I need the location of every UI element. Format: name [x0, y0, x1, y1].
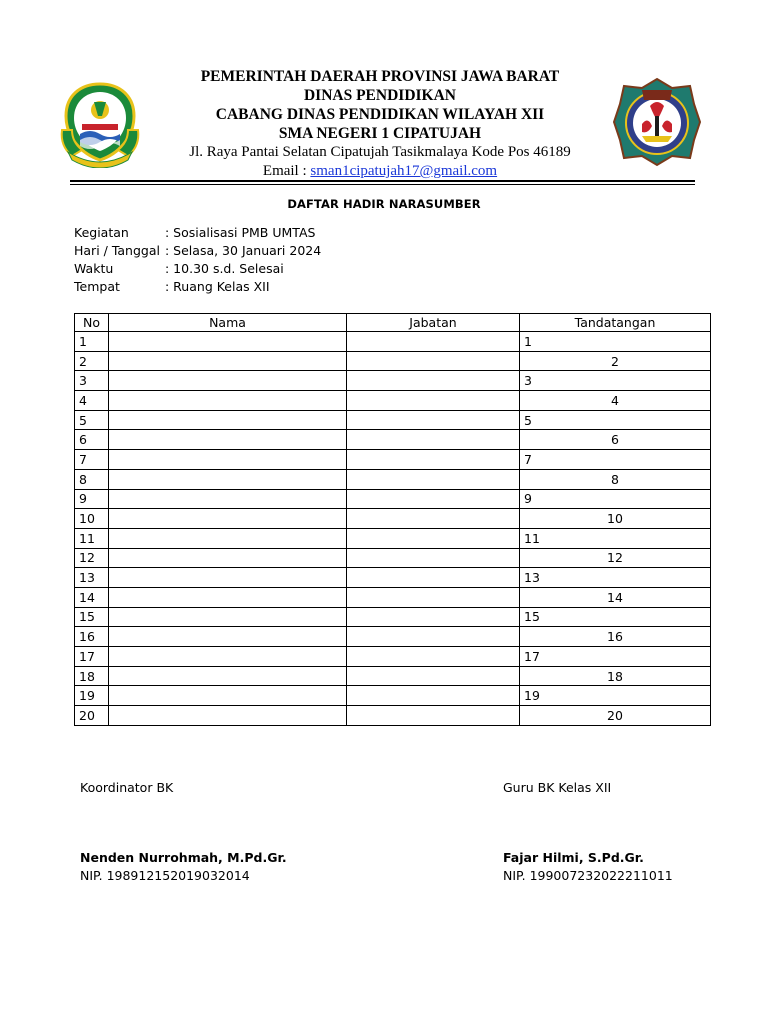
info-row: [74, 242, 321, 260]
table-row: [75, 371, 711, 391]
signer-name-left: Nenden Nurrohmah, M.Pd.Gr.: [80, 850, 287, 865]
letterhead-rule-thin: [70, 184, 695, 185]
nama-cell[interactable]: [109, 489, 347, 509]
nama-cell[interactable]: [109, 627, 347, 647]
table-row: [75, 351, 711, 371]
school-name: SMA NEGERI 1 CIPATUJAH: [278, 125, 482, 142]
table-row: [75, 509, 711, 529]
signature-cell[interactable]: [520, 568, 711, 588]
signature-number: 16: [607, 629, 623, 645]
document-title: DAFTAR HADIR NARASUMBER: [287, 197, 481, 211]
info-value: : Selasa, 30 Januari 2024: [165, 243, 322, 258]
jabatan-cell[interactable]: [347, 666, 520, 686]
email-link[interactable]: sman1cipatujah17@gmail.com: [310, 163, 498, 179]
nama-cell[interactable]: [109, 410, 347, 430]
signature-number: 14: [607, 589, 623, 605]
signature-cell[interactable]: [520, 450, 711, 470]
attendance-table: [74, 313, 711, 726]
jabatan-cell[interactable]: [347, 410, 520, 430]
signature-cell[interactable]: [520, 607, 711, 627]
table-row: [75, 430, 711, 450]
signature-cell[interactable]: [520, 391, 711, 411]
signature-right: [503, 779, 673, 885]
nama-cell[interactable]: [109, 528, 347, 548]
row-number: 2: [75, 351, 109, 371]
row-number: 12: [75, 548, 109, 568]
signature-number: 7: [524, 451, 532, 467]
row-number: 14: [75, 587, 109, 607]
signature-cell[interactable]: [520, 528, 711, 548]
table-row: [75, 686, 711, 706]
nama-cell[interactable]: [109, 587, 347, 607]
nama-cell[interactable]: [109, 686, 347, 706]
signer-role-right: Guru BK Kelas XII: [503, 780, 612, 795]
info-label: Hari / Tanggal: [74, 243, 160, 258]
info-label: Kegiatan: [74, 225, 129, 240]
jabatan-cell[interactable]: [347, 332, 520, 352]
signature-number: 5: [524, 412, 532, 428]
government-name: PEMERINTAH DAERAH PROVINSI JAWA BARAT: [200, 68, 560, 85]
info-label: Tempat: [74, 279, 120, 294]
jabatan-cell[interactable]: [347, 430, 520, 450]
row-number: 11: [75, 528, 109, 548]
signer-nip-right: NIP. 199007232022211011: [503, 868, 673, 883]
nama-cell[interactable]: [109, 391, 347, 411]
letterhead-rule-thick: [70, 180, 695, 182]
row-number: 5: [75, 410, 109, 430]
signature-number: 9: [524, 491, 532, 507]
row-number: 9: [75, 489, 109, 509]
nama-cell[interactable]: [109, 371, 347, 391]
info-row: [74, 260, 321, 278]
table-row: [75, 627, 711, 647]
jabatan-cell[interactable]: [347, 450, 520, 470]
row-number: 19: [75, 686, 109, 706]
signature-cell[interactable]: [520, 410, 711, 430]
nama-cell[interactable]: [109, 607, 347, 627]
nama-cell[interactable]: [109, 332, 347, 352]
signer-role-left: Koordinator BK: [80, 780, 174, 795]
jabatan-cell[interactable]: [347, 568, 520, 588]
signature-cell[interactable]: [520, 587, 711, 607]
row-number: 7: [75, 450, 109, 470]
jabatan-cell[interactable]: [347, 351, 520, 371]
signature-number: 4: [611, 392, 619, 408]
nama-cell[interactable]: [109, 469, 347, 489]
info-row: [74, 224, 321, 242]
table-row: [75, 469, 711, 489]
signature-cell[interactable]: [520, 371, 711, 391]
signature-number: 8: [611, 471, 619, 487]
info-row: [74, 278, 321, 296]
row-number: 6: [75, 430, 109, 450]
row-number: 13: [75, 568, 109, 588]
table-row: [75, 666, 711, 686]
nama-cell[interactable]: [109, 351, 347, 371]
info-value: : 10.30 s.d. Selesai: [165, 261, 284, 276]
signature-number: 1: [524, 333, 532, 349]
row-number: 1: [75, 332, 109, 352]
jabatan-cell[interactable]: [347, 371, 520, 391]
signature-number: 6: [611, 432, 619, 448]
signature-cell[interactable]: [520, 332, 711, 352]
header-jabatan: Jabatan: [347, 314, 520, 332]
west-java-emblem-logo: [58, 80, 142, 168]
event-info: [74, 224, 321, 296]
header-nama: Nama: [109, 314, 347, 332]
table-header-row: [75, 314, 711, 332]
school-emblem-logo: [612, 76, 702, 168]
info-label: Waktu: [74, 261, 114, 276]
jabatan-cell[interactable]: [347, 548, 520, 568]
jabatan-cell[interactable]: [347, 686, 520, 706]
table-row: [75, 706, 711, 726]
signature-number: 13: [524, 570, 540, 586]
table-row: [75, 410, 711, 430]
signature-cell[interactable]: [520, 686, 711, 706]
signature-cell[interactable]: [520, 469, 711, 489]
signature-number: 19: [524, 688, 540, 704]
signature-cell[interactable]: [520, 430, 711, 450]
table-row: [75, 548, 711, 568]
signature-cell[interactable]: [520, 647, 711, 667]
table-row: [75, 568, 711, 588]
signature-number: 10: [607, 511, 623, 527]
nama-cell[interactable]: [109, 568, 347, 588]
nama-cell[interactable]: [109, 647, 347, 667]
signature-cell[interactable]: [520, 706, 711, 726]
jabatan-cell[interactable]: [347, 706, 520, 726]
nama-cell[interactable]: [109, 509, 347, 529]
nama-cell[interactable]: [109, 666, 347, 686]
row-number: 16: [75, 627, 109, 647]
table-row: [75, 528, 711, 548]
signature-cell[interactable]: [520, 489, 711, 509]
signature-number: 3: [524, 373, 532, 389]
jabatan-cell[interactable]: [347, 627, 520, 647]
header-no: No: [75, 314, 109, 332]
table-row: [75, 489, 711, 509]
jabatan-cell[interactable]: [347, 391, 520, 411]
signature-left: [80, 779, 287, 885]
table-row: [75, 587, 711, 607]
signature-number: 20: [607, 707, 623, 723]
signature-cell[interactable]: [520, 509, 711, 529]
table-row: [75, 332, 711, 352]
info-value: : Sosialisasi PMB UMTAS: [165, 225, 316, 240]
nama-cell[interactable]: [109, 548, 347, 568]
email-label: Email :: [262, 163, 311, 179]
jabatan-cell[interactable]: [347, 509, 520, 529]
signer-nip-left: NIP. 198912152019032014: [80, 868, 250, 883]
row-number: 10: [75, 509, 109, 529]
signature-number: 18: [607, 668, 623, 684]
signature-number: 15: [524, 609, 540, 625]
jabatan-cell[interactable]: [347, 469, 520, 489]
email-line: [150, 162, 610, 181]
signature-cell[interactable]: [520, 627, 711, 647]
signature-cell[interactable]: [520, 666, 711, 686]
nama-cell[interactable]: [109, 450, 347, 470]
row-number: 15: [75, 607, 109, 627]
table-row: [75, 391, 711, 411]
signer-name-right: Fajar Hilmi, S.Pd.Gr.: [503, 850, 644, 865]
header-tandatangan: Tandatangan: [520, 314, 711, 332]
school-address: Jl. Raya Pantai Selatan Cipatujah Tasikmalaya Kode Pos 46189: [189, 144, 571, 160]
row-number: 18: [75, 666, 109, 686]
table-row: [75, 647, 711, 667]
jabatan-cell[interactable]: [347, 489, 520, 509]
row-number: 8: [75, 469, 109, 489]
jabatan-cell[interactable]: [347, 607, 520, 627]
nama-cell[interactable]: [109, 430, 347, 450]
row-number: 17: [75, 647, 109, 667]
jabatan-cell[interactable]: [347, 587, 520, 607]
table-row: [75, 450, 711, 470]
department-name: DINAS PENDIDIKAN: [303, 87, 456, 104]
jabatan-cell[interactable]: [347, 528, 520, 548]
signature-number: 11: [524, 530, 540, 546]
signature-cell[interactable]: [520, 548, 711, 568]
row-number: 3: [75, 371, 109, 391]
table-row: [75, 607, 711, 627]
jabatan-cell[interactable]: [347, 647, 520, 667]
branch-name: CABANG DINAS PENDIDIKAN WILAYAH XII: [215, 106, 545, 123]
info-value: : Ruang Kelas XII: [165, 279, 270, 294]
letterhead: [150, 67, 610, 181]
signature-cell[interactable]: [520, 351, 711, 371]
row-number: 20: [75, 706, 109, 726]
nama-cell[interactable]: [109, 706, 347, 726]
signature-number: 17: [524, 648, 540, 664]
signature-number: 2: [611, 353, 619, 369]
row-number: 4: [75, 391, 109, 411]
signature-number: 12: [607, 550, 623, 566]
